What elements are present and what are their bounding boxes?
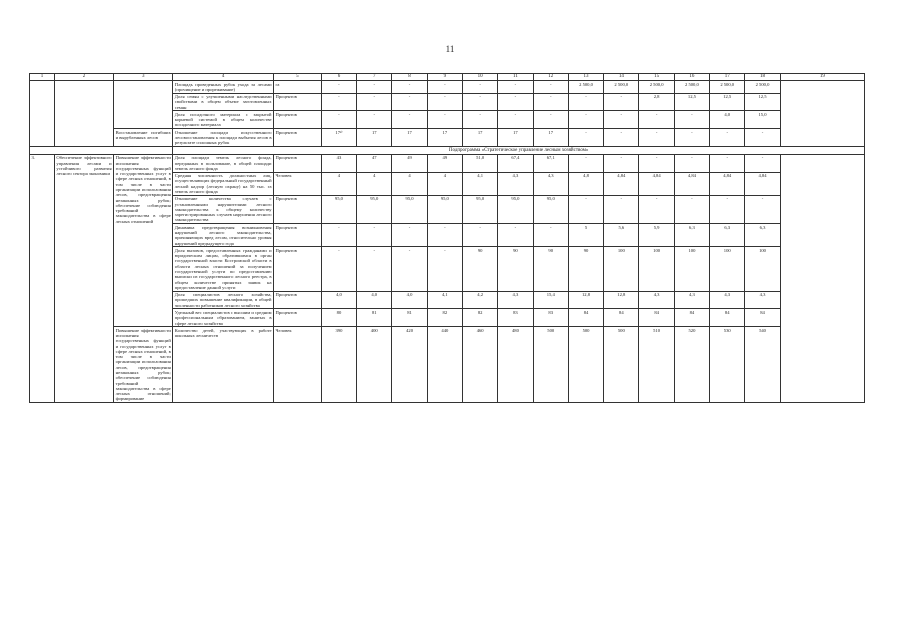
column-number: 15 <box>639 74 674 81</box>
value-cell: 500 <box>568 327 603 403</box>
indicator-name: Динамика предотвращения возникновения нарушений лесного законодательства, причиняющих вред лесам, относительно уровня нарушений предыдущего года <box>174 224 272 246</box>
value-cell: 82 <box>427 309 462 327</box>
value-cell: - <box>568 93 603 111</box>
value-cell: 2,8 <box>639 93 674 111</box>
indicator-name: Доля специалистов лесного хозяйства, прошедших повышение квалификации, в общей численности работников лесного хозяйства <box>174 292 272 308</box>
empty-cell <box>30 147 173 155</box>
value-cell: - <box>604 111 639 129</box>
value-cell: 510 <box>639 327 674 403</box>
value-cell: 84 <box>604 309 639 327</box>
column-number: 19 <box>780 74 864 81</box>
value-cell: 82 <box>462 309 497 327</box>
value-cell: 12,5 <box>674 93 709 111</box>
value-cell: 4,1 <box>427 291 462 309</box>
value-cell: 4,3 <box>533 172 568 195</box>
indicator-name: Доля вызовов, предоставленных гражданами и юридическим лицам, обратившимся в орган государственной власти Костромской области в области лесных отношений за получением государственной услуги по предоставлению выписки из государственного лесного реестра, в общем количестве принятых заявок на предоставление данной услуги <box>174 247 272 290</box>
value-cell: - <box>357 111 392 129</box>
value-cell: 4,84 <box>710 172 745 195</box>
column-number: 8 <box>392 74 427 81</box>
value-cell: 420 <box>392 327 427 403</box>
indicator-name: Количество детей, участвующих в работе школьных лесничеств <box>173 327 274 403</box>
column-number: 5 <box>274 74 322 81</box>
value-cell: - <box>357 81 392 94</box>
value-cell: 4,2 <box>462 291 497 309</box>
value-cell: - <box>710 129 745 147</box>
value-cell: - <box>674 129 709 147</box>
column-number: 11 <box>498 74 533 81</box>
value-cell: - <box>462 81 497 94</box>
value-cell: - <box>604 129 639 147</box>
task-cell: Восстановление погибших и вырубленных лесов <box>114 129 173 147</box>
value-cell: - <box>745 195 780 223</box>
value-cell: 4 <box>427 172 462 195</box>
column-number: 4 <box>173 74 274 81</box>
unit-cell: Процентов <box>274 291 322 309</box>
empty-cell <box>30 81 55 147</box>
subprogram-row <box>30 147 865 155</box>
value-cell: 4,0 <box>321 291 356 309</box>
value-cell: - <box>392 224 427 247</box>
value-cell: - <box>710 154 745 172</box>
value-cell: - <box>427 81 462 94</box>
value-cell: 500 <box>604 327 639 403</box>
unit-cell: Процентов <box>274 154 322 172</box>
value-cell: 100 <box>604 247 639 291</box>
value-cell: - <box>357 93 392 111</box>
value-cell: 84 <box>639 309 674 327</box>
value-cell: - <box>498 93 533 111</box>
unit-cell: Процентов <box>274 309 322 327</box>
value-cell: 100 <box>745 247 780 291</box>
value-cell: 4,3 <box>498 172 533 195</box>
value-cell: - <box>462 93 497 111</box>
unit-cell: Процентов <box>274 111 322 129</box>
value-cell: 12,5 <box>745 93 780 111</box>
indicator-name: Доля площади земель лесного фонда, переданных в пользование, в общей площади земель лесного фонда <box>174 155 272 171</box>
value-cell: - <box>639 154 674 172</box>
value-cell: - <box>745 129 780 147</box>
value-cell: 4,0 <box>392 291 427 309</box>
page-number: 11 <box>445 44 455 54</box>
value-cell: - <box>533 111 568 129</box>
section-number: 3. <box>30 154 55 402</box>
value-cell: 90 <box>498 247 533 291</box>
value-cell: 5 <box>568 224 603 247</box>
value-cell: - <box>321 93 356 111</box>
value-cell: - <box>357 224 392 247</box>
unit-cell: Процентов <box>274 129 322 147</box>
value-cell: 12,8 <box>568 291 603 309</box>
value-cell: 2 500,0 <box>745 81 780 94</box>
column-number: 3 <box>114 74 173 81</box>
value-cell: - <box>498 111 533 129</box>
value-cell: 17 <box>357 129 392 147</box>
value-cell: - <box>427 224 462 247</box>
value-cell: - <box>427 111 462 129</box>
value-cell: 47 <box>357 154 392 172</box>
value-cell: 81 <box>392 309 427 327</box>
value-cell: 4,3 <box>745 291 780 309</box>
unit-cell: Процентов <box>274 195 322 223</box>
value-cell: 540 <box>745 327 780 403</box>
table-row <box>30 129 865 147</box>
value-cell: 17 <box>498 129 533 147</box>
value-cell: 2 500,0 <box>710 81 745 94</box>
value-cell: 4,84 <box>674 172 709 195</box>
value-cell: - <box>392 111 427 129</box>
value-cell: - <box>357 247 392 291</box>
task-cell: Повышение эффективности исполнения государственных функций и государственных услуг в сфере лесных отношений, в том числе в части организации использования лесов, предотвращения незаконных рубок; обеспечение соблюдения требований законодательства в сфере лесных отношений <box>114 154 173 326</box>
column-number: 16 <box>674 74 709 81</box>
value-cell: 440 <box>427 327 462 403</box>
value-cell: - <box>639 195 674 223</box>
indicator-name: Отношение площади искусственного лесовосстановления к площади выбытия лесов в результате сплошных рубок <box>174 129 272 146</box>
value-cell: 4,1 <box>462 172 497 195</box>
value-cell: - <box>674 154 709 172</box>
value-cell: 2 500,0 <box>568 81 603 94</box>
value-cell: 83 <box>533 309 568 327</box>
table-row <box>30 327 865 403</box>
value-cell: 4,3 <box>639 291 674 309</box>
value-cell: - <box>321 111 356 129</box>
value-cell: 4,84 <box>639 172 674 195</box>
value-cell: 17²⁾ <box>321 129 356 147</box>
value-cell: 4 <box>392 172 427 195</box>
value-cell: 100 <box>639 247 674 291</box>
value-cell: - <box>321 81 356 94</box>
value-cell: 390 <box>321 327 356 403</box>
value-cell: 90 <box>533 247 568 291</box>
unit-cell: га <box>274 81 322 94</box>
value-cell: 15,0 <box>745 111 780 129</box>
value-cell: 95,0 <box>321 195 356 223</box>
value-cell: - <box>321 224 356 247</box>
value-cell: 95,0 <box>498 195 533 223</box>
value-cell: 12,5 <box>710 93 745 111</box>
value-cell: - <box>639 129 674 147</box>
value-cell: - <box>498 81 533 94</box>
value-cell: 43 <box>321 154 356 172</box>
value-cell: 84 <box>745 309 780 327</box>
value-cell: - <box>674 111 709 129</box>
column-number: 1 <box>30 74 55 81</box>
value-cell: 4,84 <box>745 172 780 195</box>
value-cell: 51,0 <box>462 154 497 172</box>
value-cell: 17 <box>533 129 568 147</box>
table-row <box>30 154 865 172</box>
value-cell: 84 <box>710 309 745 327</box>
value-cell: 12,8 <box>604 291 639 309</box>
empty-cell <box>114 81 173 129</box>
value-cell: 15,4 <box>533 291 568 309</box>
value-cell: 17 <box>392 129 427 147</box>
column-number: 13 <box>568 74 603 81</box>
value-cell: 17 <box>462 129 497 147</box>
value-cell: 500 <box>533 327 568 403</box>
value-cell: 90 <box>462 247 497 291</box>
value-cell: - <box>745 154 780 172</box>
value-cell: 2 500,0 <box>674 81 709 94</box>
value-cell: 95,0 <box>357 195 392 223</box>
indicators-table <box>29 73 865 403</box>
value-cell: - <box>639 111 674 129</box>
empty-cell <box>54 81 113 147</box>
table-row <box>30 81 865 94</box>
value-cell: - <box>710 195 745 223</box>
value-cell: - <box>498 224 533 247</box>
value-cell: 100 <box>674 247 709 291</box>
indicator-name: Средняя численность должностных лиц, осуществляющих федеральный государственный лесной надзор (лесную охрану) на 50 тыс. га земель лесного фонда <box>174 173 272 195</box>
value-cell: - <box>427 93 462 111</box>
value-cell: - <box>604 93 639 111</box>
value-cell: 81 <box>357 309 392 327</box>
unit-cell: Человек <box>274 327 322 403</box>
value-cell: - <box>321 247 356 291</box>
value-cell: 460 <box>462 327 497 403</box>
indicator-name: Удельный вес специалистов с высшим и средним профессиональным образованием, занятых в сфере лесного хозяйства <box>174 309 272 326</box>
value-cell: 100 <box>710 247 745 291</box>
unit-cell: Человек <box>274 172 322 195</box>
value-cell: 520 <box>674 327 709 403</box>
value-cell: 49 <box>392 154 427 172</box>
value-cell: 4,3 <box>674 291 709 309</box>
task-cell: Повышение эффективности исполнения государственных функций и государственных услуг в сфере лесных отношений, в том числе в части организации использования лесов, предотвращения незаконных рубок; обеспечение соблюдения требований законодательства в сфере лесных отношений; формирование <box>115 327 171 402</box>
empty-cell <box>780 154 864 402</box>
value-cell: - <box>392 247 427 291</box>
indicator-name: Площадь проведенных рубок ухода за лесами (прочищение и прореживание) <box>174 81 272 92</box>
value-cell: 400 <box>357 327 392 403</box>
value-cell: 4,8 <box>568 172 603 195</box>
value-cell: - <box>533 81 568 94</box>
value-cell: - <box>568 111 603 129</box>
value-cell: 84 <box>568 309 603 327</box>
value-cell: 67,4 <box>498 154 533 172</box>
value-cell: - <box>568 154 603 172</box>
value-cell: - <box>533 93 568 111</box>
value-cell: 83 <box>498 309 533 327</box>
value-cell: 4,3 <box>710 291 745 309</box>
value-cell: 4 <box>357 172 392 195</box>
column-number: 18 <box>745 74 780 81</box>
value-cell: - <box>392 93 427 111</box>
column-number: 14 <box>604 74 639 81</box>
value-cell: 530 <box>710 327 745 403</box>
value-cell: - <box>674 195 709 223</box>
value-cell: 5,9 <box>639 224 674 247</box>
column-number: 9 <box>427 74 462 81</box>
value-cell: 2 500,0 <box>604 81 639 94</box>
subprogram-title: Подпрограмма «Стратегическое управление лесным хозяйством» <box>173 147 865 155</box>
value-cell: 95,0 <box>462 195 497 223</box>
header-row <box>30 74 865 81</box>
value-cell: 90 <box>568 247 603 291</box>
section-goal: Обеспечение эффективного управления лесами и устойчивого развития лесного сектора экономики <box>54 154 113 402</box>
value-cell: 4,84 <box>604 172 639 195</box>
value-cell: 4,0 <box>357 291 392 309</box>
value-cell: - <box>462 111 497 129</box>
value-cell: - <box>604 154 639 172</box>
value-cell: - <box>604 195 639 223</box>
value-cell: 49 <box>427 154 462 172</box>
value-cell: - <box>568 129 603 147</box>
unit-cell: Процентов <box>274 247 322 291</box>
value-cell: - <box>568 195 603 223</box>
value-cell: 67,1 <box>533 154 568 172</box>
value-cell: 95,0 <box>427 195 462 223</box>
unit-cell: Процентов <box>274 93 322 111</box>
column-number: 10 <box>462 74 497 81</box>
indicator-name: Доля посадочного материала с закрытой корневой системой в общем количестве посадочного материала <box>174 111 272 128</box>
value-cell: - <box>392 81 427 94</box>
column-number: 7 <box>357 74 392 81</box>
value-cell: 84 <box>674 309 709 327</box>
value-cell: 5,6 <box>604 224 639 247</box>
indicator-name: Отношение количества случаев с установленными нарушителями лесного законодательства к общему количеству зарегистрированных случаев нарушения лесного законодательства <box>174 196 272 223</box>
value-cell: 480 <box>498 327 533 403</box>
value-cell: 95,0 <box>392 195 427 223</box>
value-cell: 95,0 <box>533 195 568 223</box>
column-number: 6 <box>321 74 356 81</box>
column-number: 17 <box>710 74 745 81</box>
value-cell: 4,3 <box>498 291 533 309</box>
value-cell: - <box>427 247 462 291</box>
value-cell: 4,0 <box>710 111 745 129</box>
value-cell: - <box>462 224 497 247</box>
unit-cell: Процентов <box>274 224 322 247</box>
value-cell: - <box>533 224 568 247</box>
empty-cell <box>780 81 864 147</box>
column-number: 12 <box>533 74 568 81</box>
value-cell: 4 <box>321 172 356 195</box>
value-cell: 6,3 <box>745 224 780 247</box>
value-cell: 6,3 <box>710 224 745 247</box>
value-cell: 17 <box>427 129 462 147</box>
value-cell: 80 <box>321 309 356 327</box>
value-cell: 2 500,0 <box>639 81 674 94</box>
column-number: 2 <box>54 74 113 81</box>
value-cell: 6,3 <box>674 224 709 247</box>
indicator-name: Доля семян с улучшенными наследственными свойствами в общем объеме заготовленных семян <box>174 94 272 110</box>
